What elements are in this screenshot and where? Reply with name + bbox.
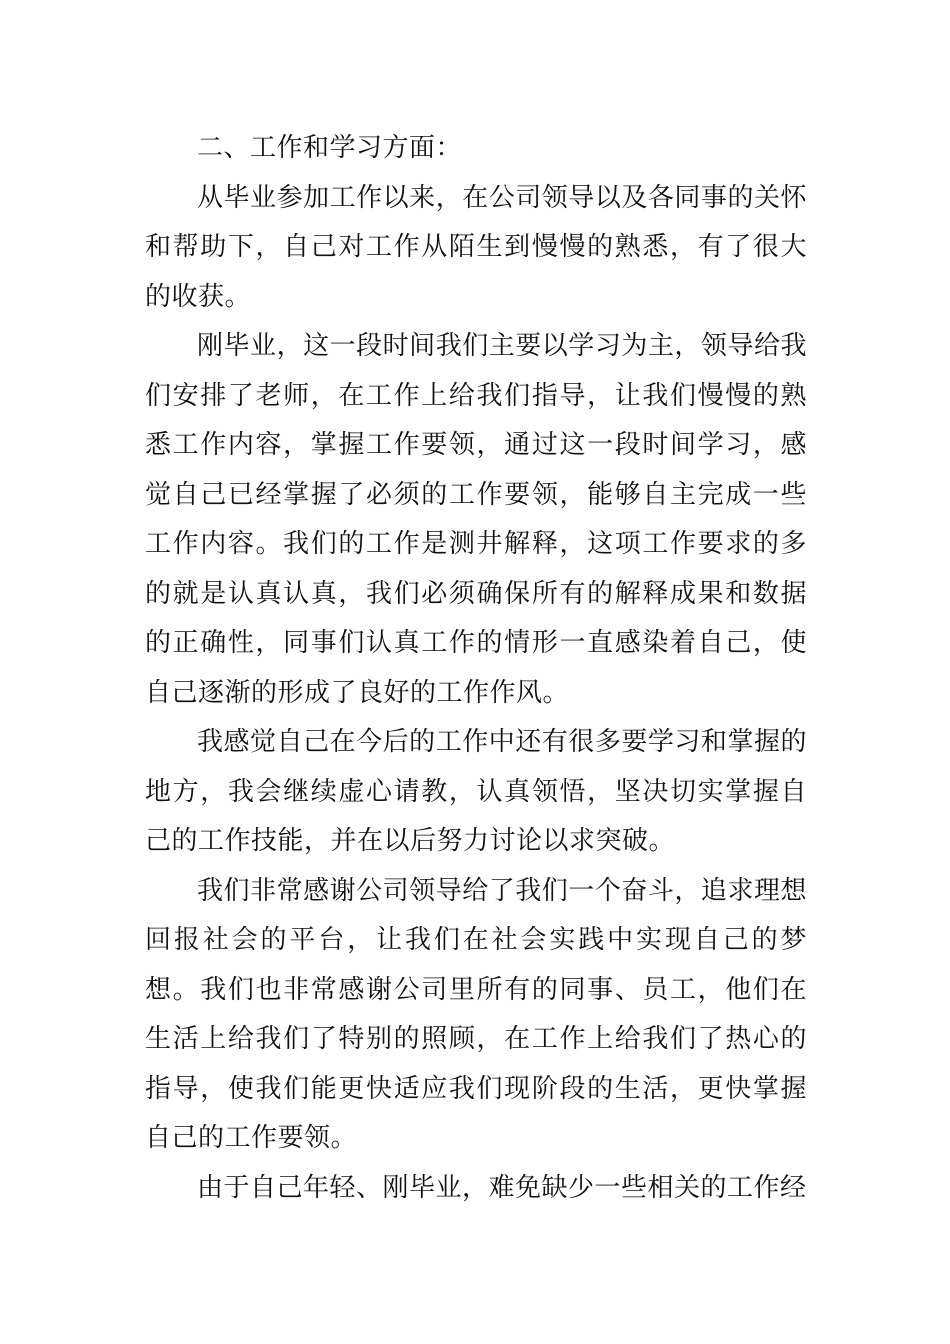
paragraph-1: 从毕业参加工作以来，在公司领导以及各同事的关怀和帮助下，自己对工作从陌生到慢慢的熟悉，有了很大的收获。	[145, 182, 807, 312]
paragraph-3: 我感觉自己在今后的工作中还有很多要学习和掌握的地方，我会继续虚心请教，认真领悟，坚决切实掌握自己的工作技能，并在以后努力讨论以求突破。	[145, 727, 807, 856]
section-heading: 二、工作和学习方面：	[197, 133, 463, 163]
document-body	[145, 124, 807, 1213]
paragraph-4: 我们非常感谢公司领导给了我们一个奋斗，追求理想回报社会的平台，让我们在社会实践中实现自己的梦想。我们也非常感谢公司里所有的同事、员工，他们在生活上给我们了特别的照顾，在工作上给我们了热心的指导，使我们能更快适应我们现阶段的生活，更快掌握自己的工作要领。	[145, 875, 807, 1153]
paragraph-5: 由于自己年轻、刚毕业，难免缺少一些相关的工作经	[197, 1172, 807, 1203]
paragraph-2: 刚毕业，这一段时间我们主要以学习为主，领导给我们安排了老师，在工作上给我们指导，让我们慢慢的熟悉工作内容，掌握工作要领，通过这一段时间学习，感觉自己已经掌握了必须的工作要领，能够自主完成一些工作内容。我们的工作是测井解释，这项工作要求的多的就是认真认真，我们必须确保所有的解释成果和数据的正确性，同事们认真工作的情形一直感染着自己，使自己逐渐的形成了良好的工作作风。	[145, 331, 807, 708]
